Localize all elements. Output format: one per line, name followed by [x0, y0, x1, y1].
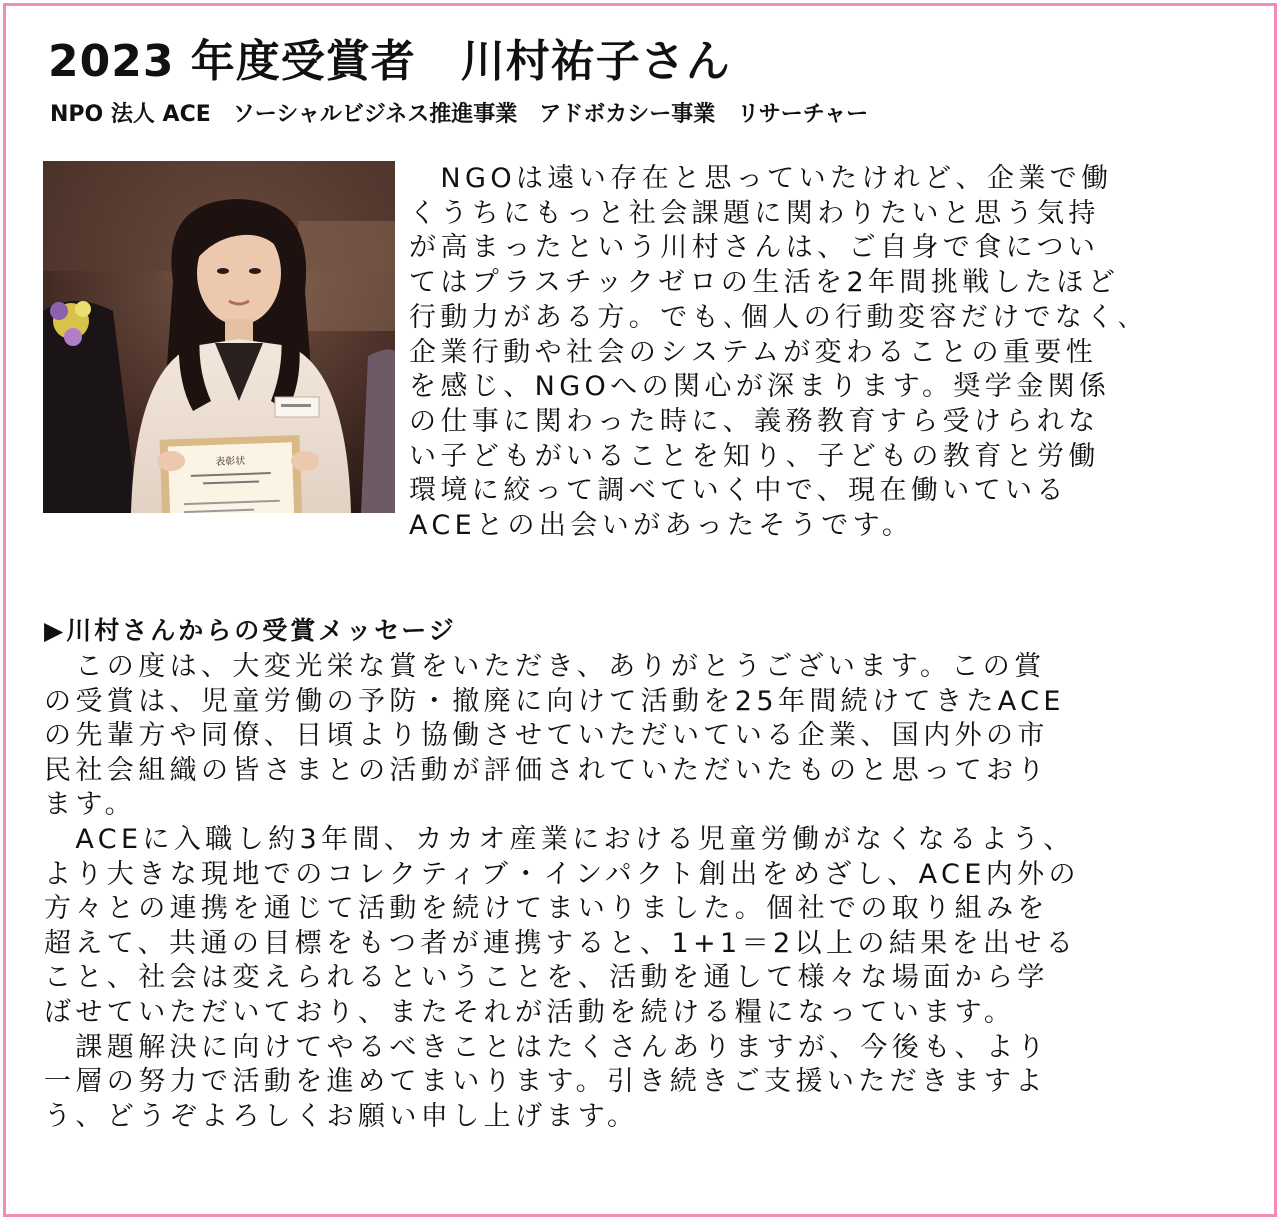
message-line: ばせていただいており、またそれが活動を続ける糧になっています。 [44, 996, 1016, 1028]
intro-line: ACEとの出会いがあったそうです。 [409, 510, 914, 542]
awardee-photo [43, 161, 395, 513]
certificate-heading: 表彰状 [215, 455, 246, 468]
intro-line: 環境に絞って調べていく中で、現在働いている [409, 475, 1068, 507]
intro-line: い子どもがいることを知り、子どもの教育と労働 [409, 440, 1100, 472]
intro-line: 行動力がある方。でも､個人の行動変容だけでなく､ [409, 301, 1136, 333]
message-line: 一層の努力で活動を進めてまいります。引き続きご支援いただきますよ [44, 1066, 1047, 1098]
intro-line: が高まったという川村さんは、ご自身で食につい [409, 232, 1100, 264]
message-line: 超えて、共通の目標をもつ者が連携すると、1+1＝2以上の結果を出せる [44, 927, 1078, 959]
intro-line: の仕事に関わった時に、義務教育すら受けられな [409, 405, 1100, 437]
message-line: より大きな現地でのコレクティブ・インパクト創出をめざし、ACE内外の [44, 858, 1080, 890]
message-line: 方々との連携を通じて活動を続けてまいりました。個社での取り組みを [44, 893, 1049, 925]
message-line: 課題解決に向けてやるべきことはたくさんありますが、今後も、より [44, 1031, 1049, 1063]
message-line: う、どうぞよろしくお願い申し上げます。 [44, 1100, 639, 1132]
message-line: ます。 [44, 789, 137, 821]
affiliation-subtitle: NPO 法人 ACE ソーシャルビジネス推進事業 アドボカシー事業 リサーチャー [50, 102, 869, 127]
awardee-introduction [409, 162, 1239, 544]
message-line: 民社会組織の皆さまとの活動が評価されていただいたものと思っており [44, 754, 1049, 786]
page-title: 2023 年度受賞者 川村祐子さん [48, 36, 731, 87]
message-line: の先輩方や同僚、日頃より協働させていただいている企業、国内外の市 [44, 720, 1049, 752]
award-message [44, 650, 1254, 1134]
intro-line: てはプラスチックゼロの生活を2年間挑戦したほど [409, 267, 1120, 299]
message-line: こと、社会は変えられるということを、活動を通して様々な場面から学 [44, 962, 1049, 994]
message-line: この度は、大変光栄な賞をいただき、ありがとうございます。この賞 [44, 651, 1046, 682]
message-heading: ▶川村さんからの受賞メッセージ [44, 616, 457, 645]
message-line: の受賞は、児童労働の予防・撤廃に向けて活動を25年間続けてきたACE [44, 685, 1065, 717]
intro-line: を感じ、NGOへの関心が深まります。奨学金関係 [409, 371, 1111, 403]
intro-line: 企業行動や社会のシステムが変わることの重要性 [409, 336, 1098, 368]
intro-line: くうちにもっと社会課題に関わりたいと思う気持 [409, 197, 1100, 229]
message-line: ACEに入職し約3年間、カカオ産業における児童労働がなくなるよう、 [44, 823, 1075, 855]
intro-line: NGOは遠い存在と思っていたけれど、企業で働 [409, 163, 1113, 194]
